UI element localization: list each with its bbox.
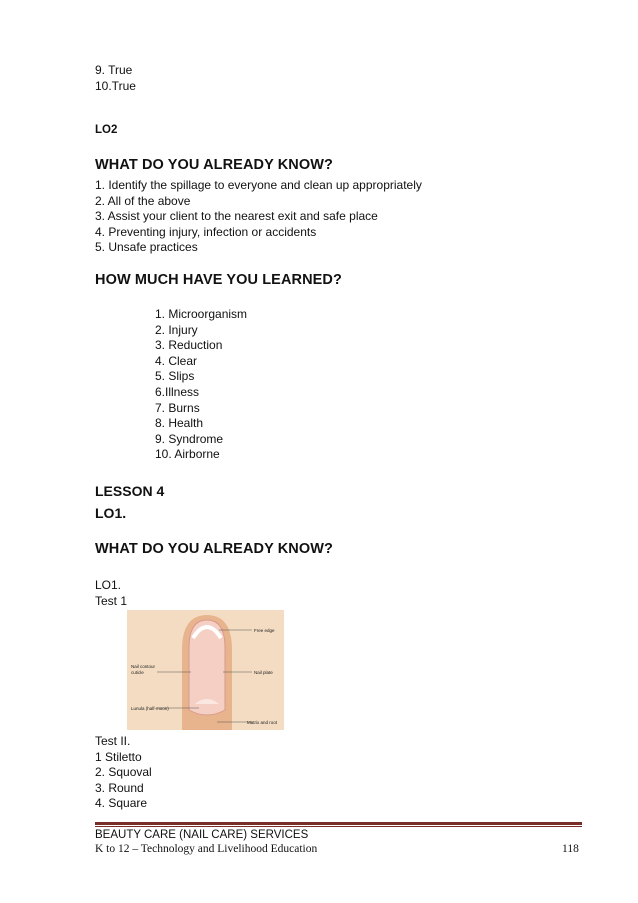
footer-rule: [95, 822, 582, 825]
lo1-label: LO1.: [95, 578, 122, 592]
list-item: 9. Syndrome: [155, 431, 224, 446]
list-item: 3. Round: [95, 780, 144, 795]
lesson-title: LESSON 4: [95, 483, 165, 499]
footer-title: BEAUTY CARE (NAIL CARE) SERVICES: [95, 829, 309, 841]
list-item: 1. Identify the spillage to everyone and clean up appropriately: [95, 178, 422, 192]
label-lunula: Lunula (half-moon): [131, 706, 169, 711]
label-cuticle: cuticle: [131, 670, 144, 675]
test2-block: [95, 734, 152, 812]
list-item: 5. Unsafe practices: [95, 240, 198, 255]
label-nail-plate: Nail plate: [254, 670, 273, 675]
list-item: 1. Microorganism: [155, 307, 248, 321]
footer-rule-thin: [95, 826, 582, 827]
lo1-test-labels: [95, 578, 127, 609]
label-matrix: Matrix and root: [247, 720, 278, 725]
test1-label: Test 1: [95, 593, 128, 608]
page-number: 118: [562, 843, 579, 855]
list-item: 4. Square: [95, 796, 148, 811]
section-heading-already-know: WHAT DO YOU ALREADY KNOW?: [95, 157, 333, 173]
lesson-lo: LO1.: [95, 505, 127, 521]
list-item: 7. Burns: [155, 400, 200, 415]
learned-list: [155, 307, 247, 463]
list-item: 6.Illness: [155, 384, 200, 399]
answer-item: 10.True: [95, 78, 136, 93]
nail-anatomy-figure: [127, 610, 284, 730]
list-item: 4. Preventing injury, infection or accidents: [95, 224, 317, 239]
list-item: 2. Squoval: [95, 765, 152, 780]
list-item: 4. Clear: [155, 353, 198, 368]
list-item: 3. Assist your client to the nearest exit and safe place: [95, 209, 378, 224]
section-heading-already-know-2: WHAT DO YOU ALREADY KNOW?: [95, 541, 333, 557]
lo2-label: LO2: [95, 124, 118, 136]
test2-label: Test II.: [95, 734, 131, 748]
list-item: 8. Health: [155, 416, 204, 431]
previous-answers: [95, 63, 136, 94]
label-free-edge: Free edge: [254, 628, 275, 633]
list-item: 2. All of the above: [95, 193, 191, 208]
label-nail-contour: Nail contour: [131, 664, 156, 669]
list-item: 5. Slips: [155, 369, 195, 384]
list-item: 2. Injury: [155, 322, 198, 337]
list-item: 1 Stiletto: [95, 749, 142, 764]
list-item: 3. Reduction: [155, 338, 223, 353]
list-item: 10. Airborne: [155, 447, 220, 462]
section-heading-how-much-learned: HOW MUCH HAVE YOU LEARNED?: [95, 272, 342, 288]
footer-subtitle: K to 12 – Technology and Livelihood Education: [95, 843, 318, 855]
answer-item: 9. True: [95, 63, 133, 77]
already-know-list: [95, 178, 422, 256]
